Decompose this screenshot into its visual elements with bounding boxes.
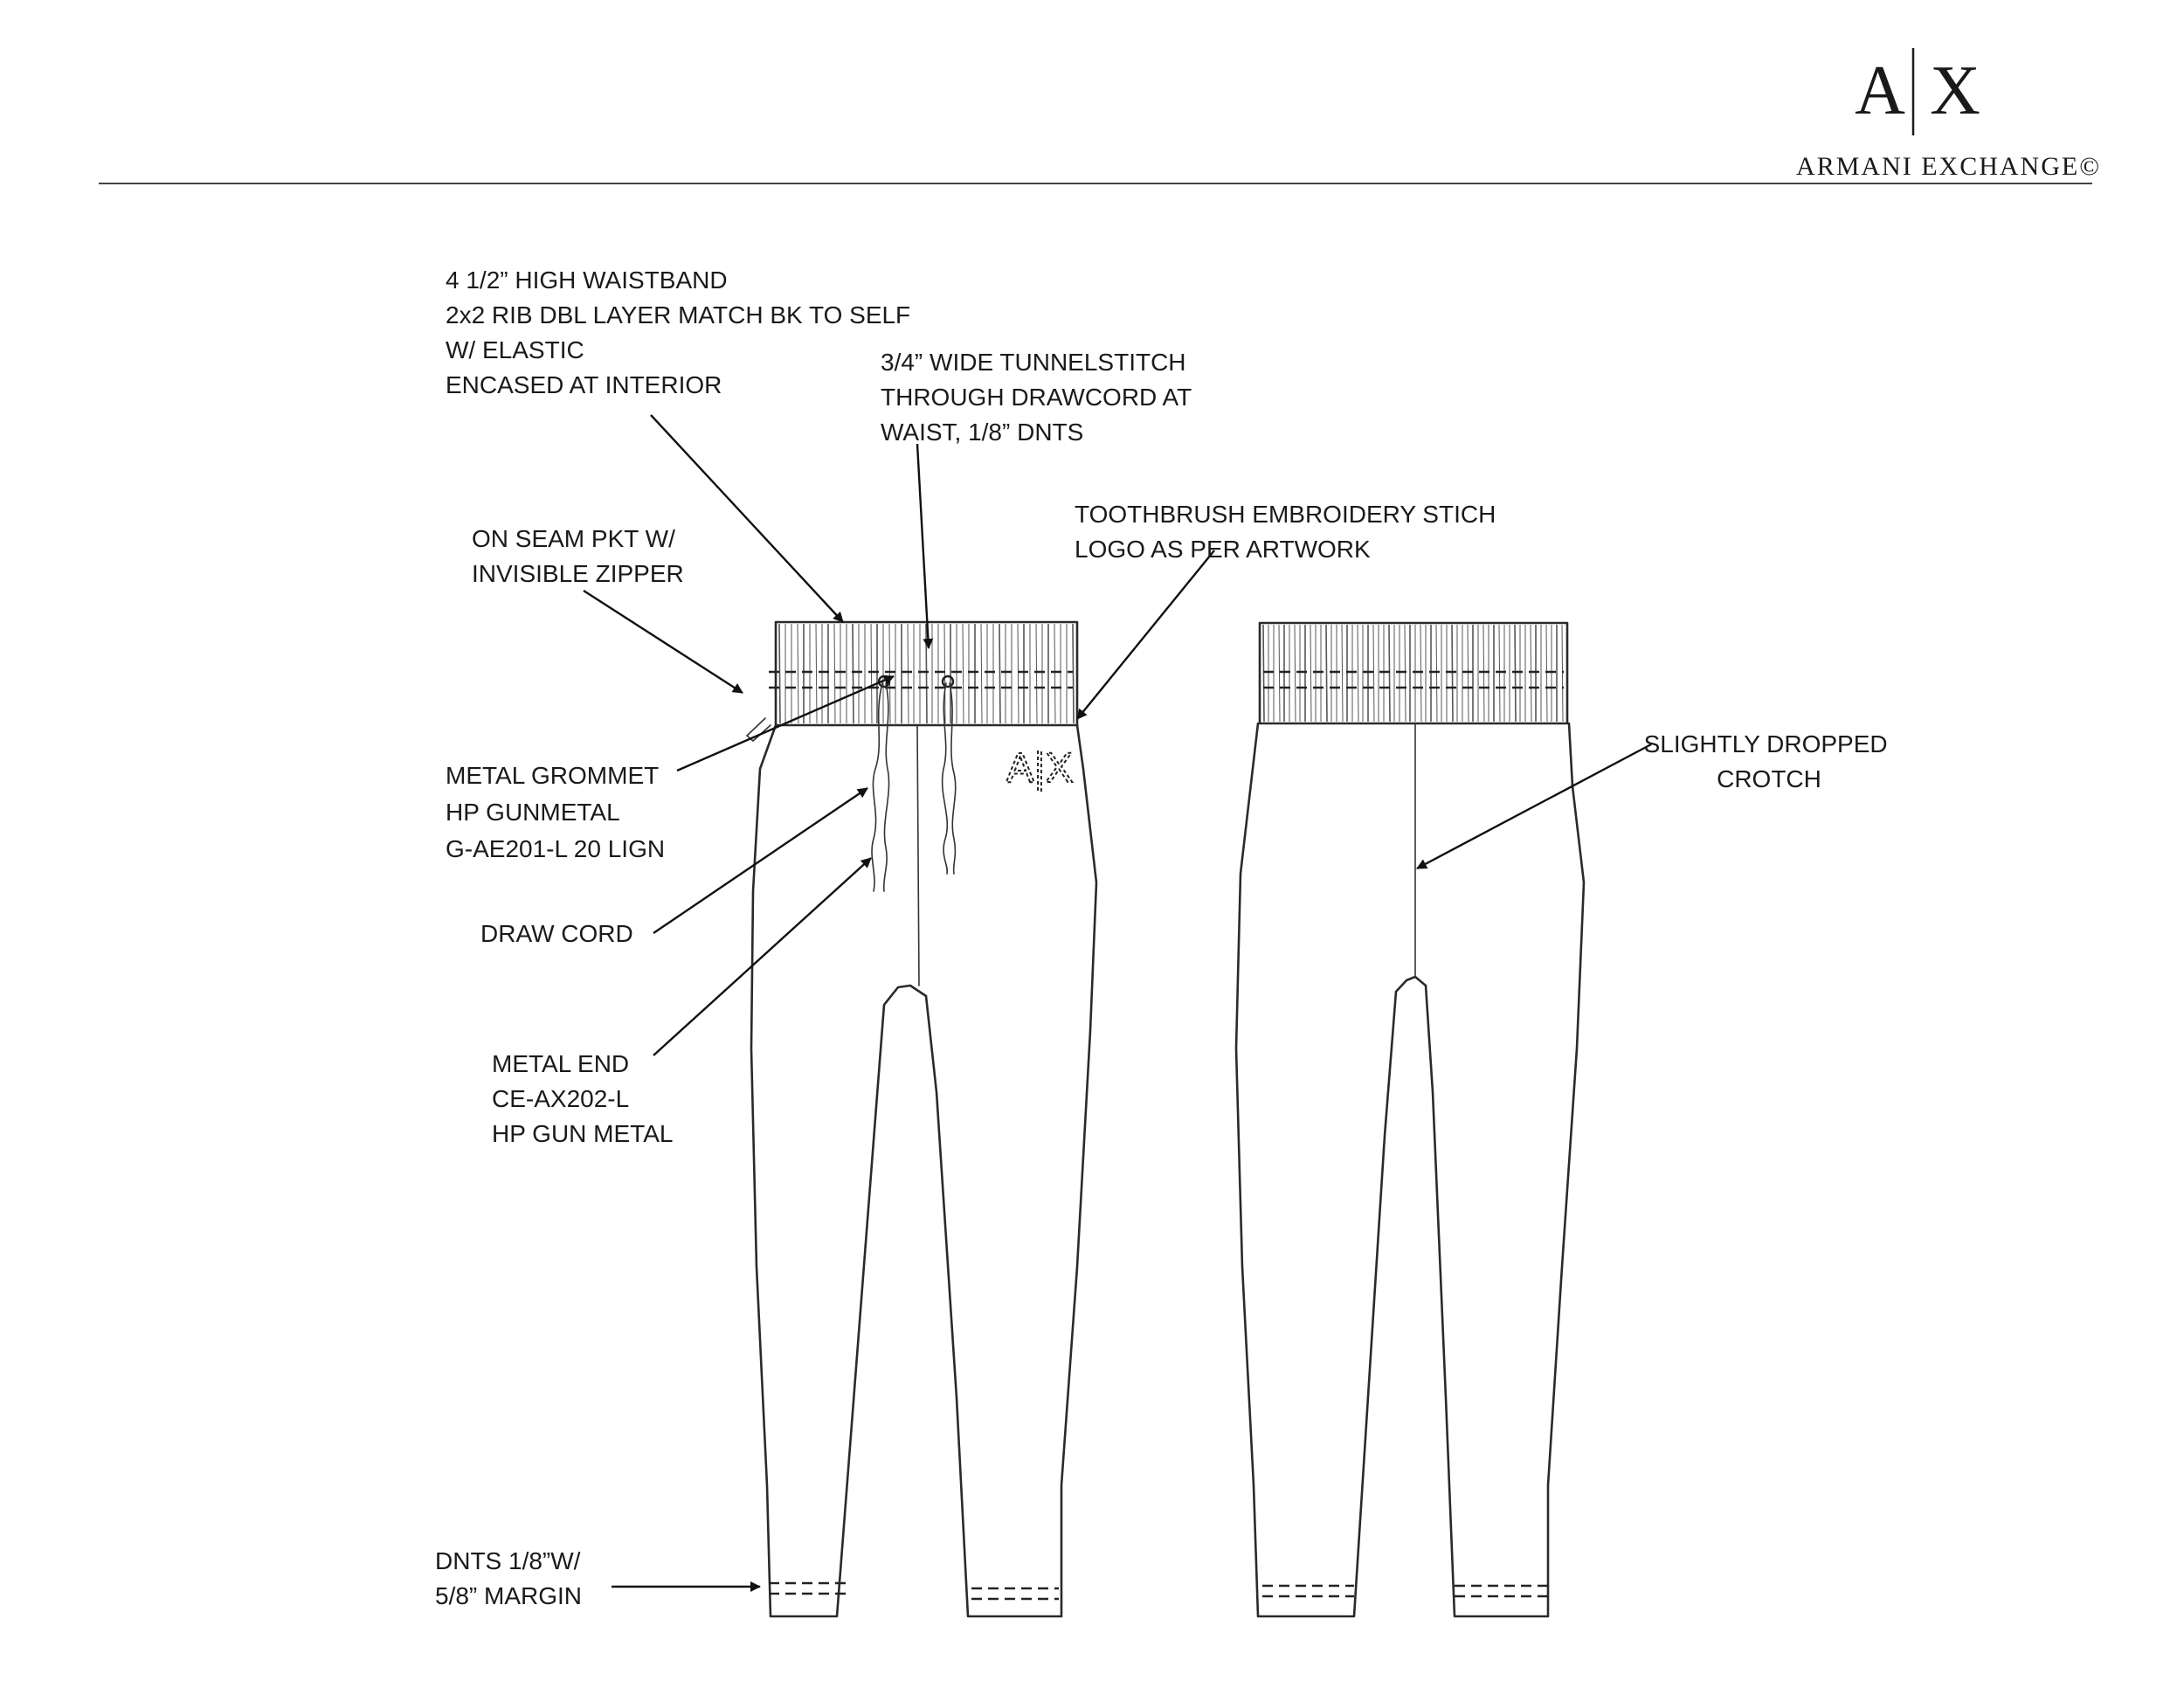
front-waistband-rib	[779, 624, 1074, 723]
back-waistband-rib	[1263, 625, 1563, 722]
rib-line	[889, 624, 890, 723]
front-left-leg-outline	[751, 725, 926, 1616]
brand-mark-x: X	[1930, 52, 1980, 129]
rib-line	[1499, 625, 1500, 722]
rib-line	[1389, 625, 1390, 722]
callout-drawcord: DRAW CORD	[480, 920, 633, 947]
rib-line	[999, 624, 1000, 723]
embroidered-logo: A|X	[1006, 745, 1074, 792]
callout-hem: DNTS 1/8”W/ 5/8” MARGIN	[435, 1547, 583, 1609]
rib-line	[908, 624, 909, 723]
rib-line	[1562, 625, 1563, 722]
rib-line	[1018, 624, 1019, 723]
rib-line	[1515, 625, 1516, 722]
rib-line	[1310, 625, 1311, 722]
leader-crotch	[1417, 744, 1651, 868]
leader-drawcord	[653, 788, 867, 933]
brand-wordmark: ARMANI EXCHANGE©	[1796, 152, 2101, 181]
brand-logo	[1796, 48, 2101, 181]
rib-line	[1054, 624, 1055, 723]
leader-tunnelstitch	[917, 444, 929, 648]
rib-line	[981, 624, 982, 723]
rib-line	[1483, 625, 1484, 722]
rib-line	[1073, 624, 1074, 723]
rib-line	[834, 624, 835, 723]
callout-pocket: ON SEAM PKT W/ INVISIBLE ZIPPER	[472, 525, 684, 587]
callout-waistband: 4 1/2” HIGH WAISTBAND 2x2 RIB DBL LAYER MATCH BK TO SELF W/ ELASTIC ENCASED AT INTERIOR	[446, 266, 911, 398]
leader-lines	[584, 415, 1651, 1587]
rib-line	[1546, 625, 1547, 722]
rib-line	[816, 624, 817, 723]
front-view-sketch	[747, 622, 1096, 1616]
back-left-leg-outline	[1236, 723, 1426, 1616]
rib-line	[926, 624, 927, 723]
rib-line	[1468, 625, 1469, 722]
rib-line	[779, 624, 780, 723]
rib-line	[944, 624, 945, 723]
leader-embroidery	[1077, 550, 1214, 719]
front-center-seam	[917, 725, 919, 986]
rib-line	[1295, 625, 1296, 722]
leader-metal-end	[653, 858, 871, 1055]
callout-grommet: METAL GROMMET HP GUNMETAL G-AE201-L 20 LIGN	[446, 762, 666, 862]
rib-line	[871, 624, 872, 723]
grommet-right	[943, 676, 953, 687]
callout-metal-end: METAL END CE-AX202-L HP GUN METAL	[492, 1050, 674, 1147]
rib-line	[1279, 625, 1280, 722]
rib-line	[1405, 625, 1406, 722]
front-right-leg-outline	[926, 725, 1096, 1616]
rib-line	[1420, 625, 1421, 722]
rib-line	[963, 624, 964, 723]
callout-embroidery: TOOTHBRUSH EMBROIDERY STICH LOGO AS PER ARTWORK	[1075, 501, 1496, 563]
leader-waistband	[651, 415, 843, 622]
rib-line	[1436, 625, 1437, 722]
rib-line	[1036, 624, 1037, 723]
rib-line	[1373, 625, 1374, 722]
rib-line	[1342, 625, 1343, 722]
back-view-sketch	[1236, 623, 1584, 1616]
rib-line	[1263, 625, 1264, 722]
callout-crotch: SLIGHTLY DROPPED CROTCH	[1643, 730, 1888, 792]
rib-line	[853, 624, 854, 723]
drawcord-left-2	[884, 683, 889, 891]
rib-line	[1452, 625, 1453, 722]
callout-tunnelstitch: 3/4” WIDE TUNNELSTITCH THROUGH DRAWCORD AT WAIST, 1/8” DNTS	[881, 349, 1192, 446]
back-waistband	[1260, 623, 1567, 723]
rib-line	[1326, 625, 1327, 722]
leader-pocket	[584, 591, 743, 693]
back-right-leg-outline	[1426, 723, 1584, 1616]
brand-mark-a: A	[1855, 52, 1905, 129]
